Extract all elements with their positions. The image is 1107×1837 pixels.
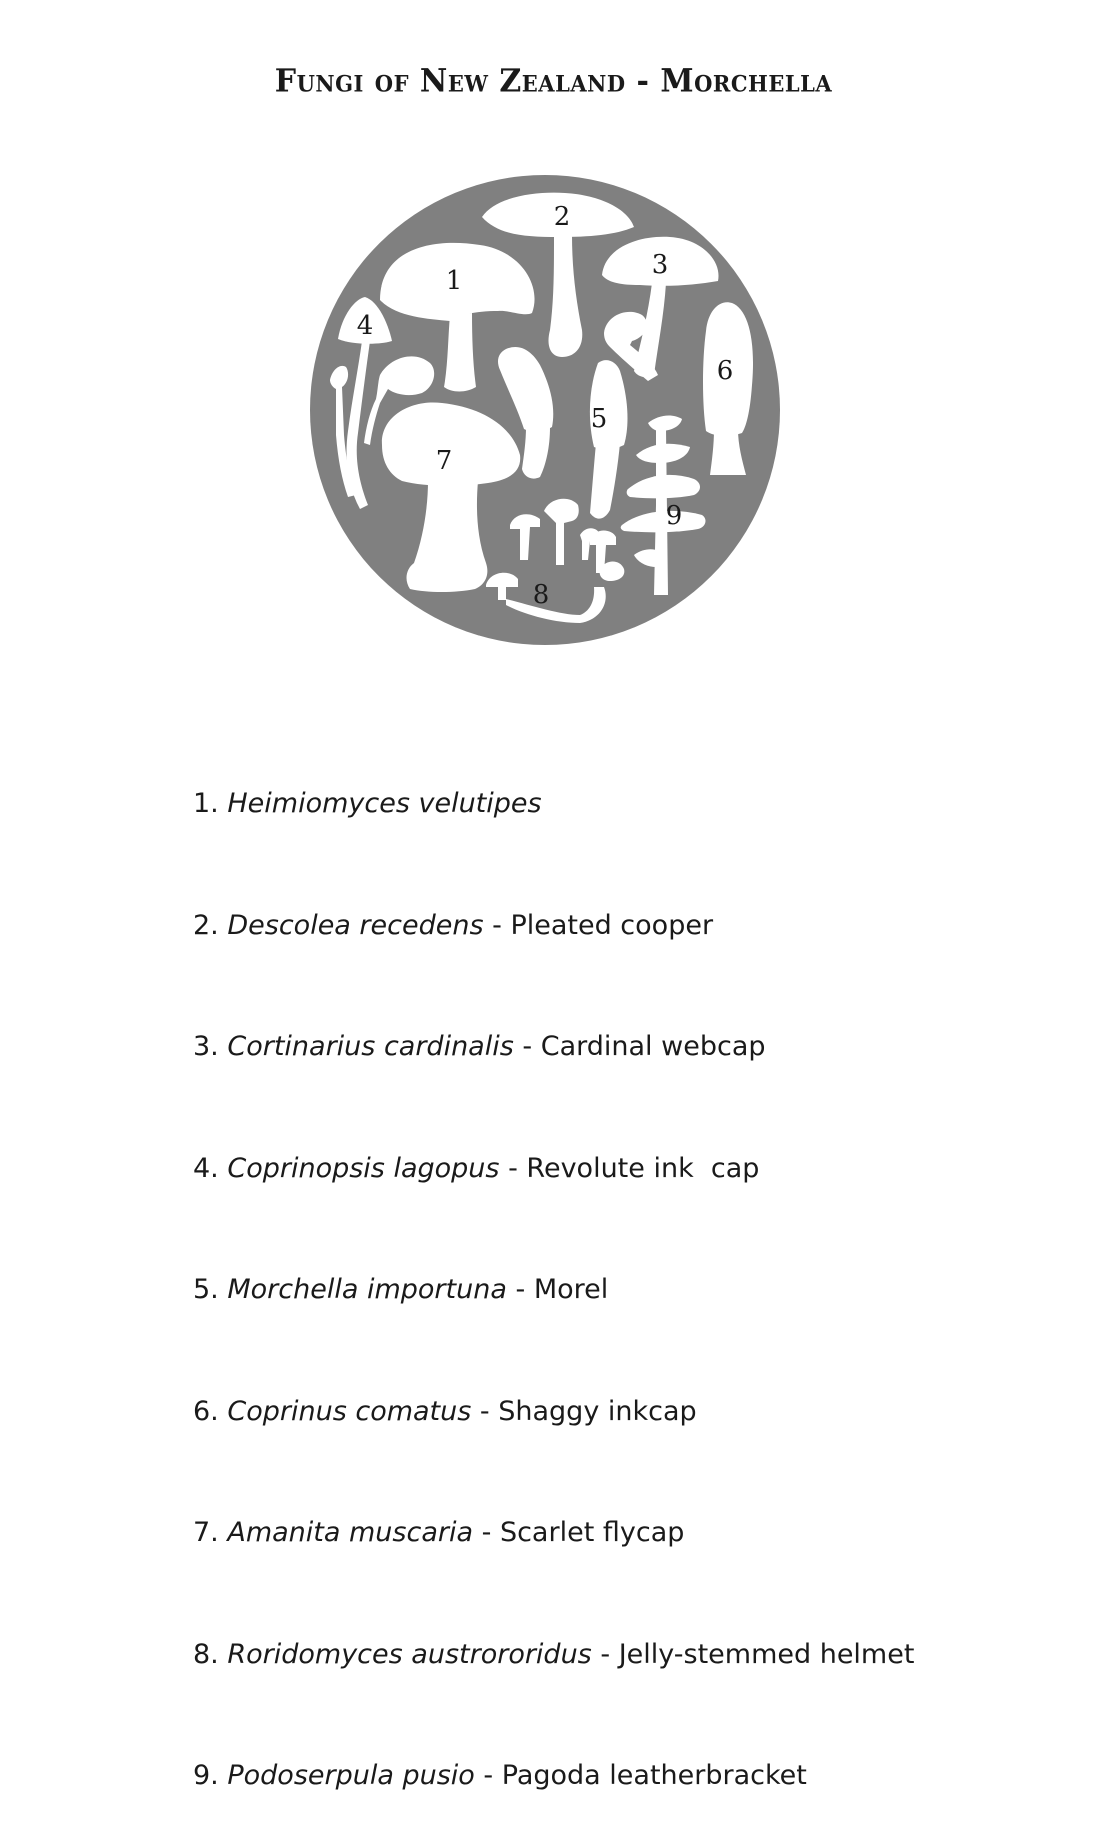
figure-label-7: 7 [435,446,453,476]
legend-scientific-name: Coprinus comatus [227,1395,472,1427]
legend-number: 9. [193,1760,219,1791]
figure-label-6: 6 [716,356,734,386]
legend-number: 2. [193,909,219,941]
legend-common-name: Pagoda leatherbracket [501,1760,807,1791]
legend-scientific-name: Morchella importuna [227,1274,507,1305]
legend-separator: - [474,1760,502,1791]
figure-label-5: 5 [590,404,608,434]
legend-number: 3. [193,1031,219,1062]
legend-number: 5. [193,1274,219,1305]
legend-item-8 [193,1635,914,1676]
legend-common-name: Shaggy inkcap [498,1395,697,1427]
species-legend [193,703,914,1837]
legend-scientific-name: Roridomyces austrororidus [227,1638,592,1670]
fungi-disc-svg [310,175,780,645]
legend-separator: - [499,1152,527,1184]
legend-item-3 [193,1027,914,1068]
legend-item-2 [193,906,914,947]
legend-common-name: Scarlet flycap [499,1517,685,1548]
legend-number: 6. [193,1395,219,1427]
figure-label-2: 2 [553,202,571,232]
legend-separator: - [483,909,511,941]
figure-label-4: 4 [356,311,374,341]
legend-separator: - [513,1031,541,1062]
legend-scientific-name: Amanita muscaria [227,1517,474,1548]
legend-number: 8. [193,1638,219,1670]
legend-item-4 [193,1149,914,1190]
figure-label-3: 3 [651,250,669,280]
legend-common-name: Morel [533,1274,609,1305]
legend-item-5 [193,1270,914,1311]
legend-number: 1. [193,788,219,819]
legend-number: 4. [193,1152,219,1184]
legend-scientific-name: Cortinarius cardinalis [227,1031,514,1062]
page-title: Fungi of New Zealand - Morchella [274,63,833,100]
legend-separator: - [506,1274,534,1305]
legend-item-1 [193,784,914,825]
legend-number: 7. [193,1517,219,1548]
legend-item-7 [193,1513,914,1554]
legend-item-6 [193,1392,914,1433]
legend-item-9 [193,1756,914,1797]
legend-common-name: Pleated cooper [510,909,714,941]
legend-common-name: Revolute ink cap [526,1152,760,1184]
legend-scientific-name: Podoserpula pusio [227,1760,475,1791]
legend-separator: - [591,1638,619,1670]
legend-common-name: Cardinal webcap [540,1031,766,1062]
legend-scientific-name: Heimiomyces velutipes [227,788,542,819]
figure-label-9: 9 [665,501,683,531]
legend-separator: - [471,1395,499,1427]
legend-separator: - [473,1517,500,1548]
legend-scientific-name: Coprinopsis lagopus [227,1152,500,1184]
figure-label-8: 8 [532,580,550,610]
fungi-illustration [310,175,780,645]
figure-label-1: 1 [445,266,463,296]
legend-common-name: Jelly-stemmed helmet [618,1638,915,1670]
legend-scientific-name: Descolea recedens [227,909,484,941]
